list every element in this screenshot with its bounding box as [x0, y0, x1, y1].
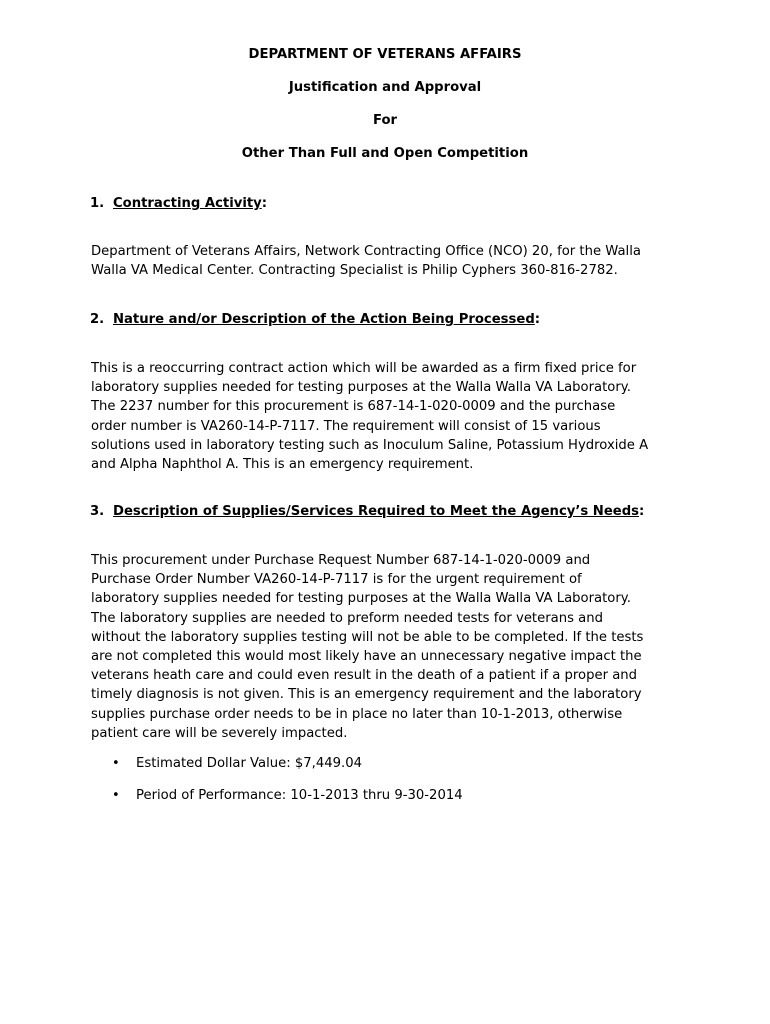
bullet-icon: • [112, 756, 120, 771]
paragraph-line: This procurement under Purchase Request Number 687-14-1-020-0009 and [91, 553, 591, 568]
document-title: Justification and Approval [288, 80, 482, 95]
paragraph-line: are not completed this would most likely have an unnecessary negative impact the [91, 649, 642, 665]
paragraph-line: solutions used in laboratory testing such as Inoculum Saline, Potassium Hydroxide A [91, 437, 649, 453]
section-3-colon: : [639, 504, 645, 519]
paragraph-line: without the laboratory supplies testing will not be able to be completed. If the tests [91, 629, 644, 645]
paragraph-line: laboratory supplies needed for testing purposes at the Walla Walla VA Laboratory. [91, 380, 631, 396]
title-for: For [372, 113, 398, 128]
section-1-title: Contracting Activity [113, 196, 262, 211]
section-2-heading [90, 312, 540, 328]
paragraph-line: Purchase Order Number VA260-14-P-7117 is for the urgent requirement of [91, 572, 582, 588]
paragraph-line: Walla VA Medical Center. Contracting Specialist is Philip Cyphers 360-816-2782. [91, 263, 618, 279]
paragraph-line: timely diagnosis is not given. This is an emergency requirement and the laboratory [91, 687, 642, 703]
bullet-period-of-performance [112, 788, 463, 804]
section-3-heading [90, 504, 644, 520]
section-1-colon: : [261, 196, 268, 211]
section-2-colon: : [534, 312, 541, 327]
section-1-paragraph [91, 242, 691, 280]
paragraph-line: laboratory supplies needed for testing purposes at the Walla Walla VA Laboratory. [91, 591, 631, 607]
bullet-text: Period of Performance: 10-1-2013 thru 9-30-2014 [136, 788, 463, 803]
paragraph-line: supplies purchase order needs to be in place no later than 10-1-2013, otherwise [91, 706, 623, 722]
section-2-title: Nature and/or Description of the Action Being Processed [113, 312, 535, 327]
department-title: DEPARTMENT OF VETERANS AFFAIRS [248, 47, 522, 62]
bullet-icon: • [112, 788, 120, 803]
section-3-number: 3. [90, 504, 105, 519]
section-1-number: 1. [90, 196, 105, 211]
paragraph-line: This is a reoccurring contract action which will be awarded as a firm fixed price for [91, 361, 637, 376]
paragraph-line: The laboratory supplies are needed to preform needed tests for veterans and [91, 610, 603, 626]
section-2-number: 2. [90, 312, 105, 327]
paragraph-line: patient care will be severely impacted. [91, 725, 348, 741]
section-3-paragraph [91, 551, 691, 743]
paragraph-line: Department of Veterans Affairs, Network Contracting Office (NCO) 20, for the Walla [91, 244, 641, 259]
bullet-text: Estimated Dollar Value: $7,449.04 [136, 756, 363, 771]
paragraph-line: and Alpha Naphthol A. This is an emergency requirement. [91, 457, 474, 473]
section-3-title: Description of Supplies/Services Required to Meet the Agency’s Needs [113, 504, 640, 519]
document-subtitle: Other Than Full and Open Competition [241, 146, 529, 161]
section-1-heading [90, 196, 267, 212]
bullet-estimated-value [112, 756, 362, 772]
paragraph-line: order number is VA260-14-P-7117. The requirement will consist of 15 various [91, 418, 601, 434]
paragraph-line: veterans heath care and could even result in the death of a patient if a proper and [91, 668, 638, 684]
paragraph-line: The 2237 number for this procurement is 687-14-1-020-0009 and the purchase [91, 399, 616, 415]
section-2-paragraph [91, 359, 691, 474]
